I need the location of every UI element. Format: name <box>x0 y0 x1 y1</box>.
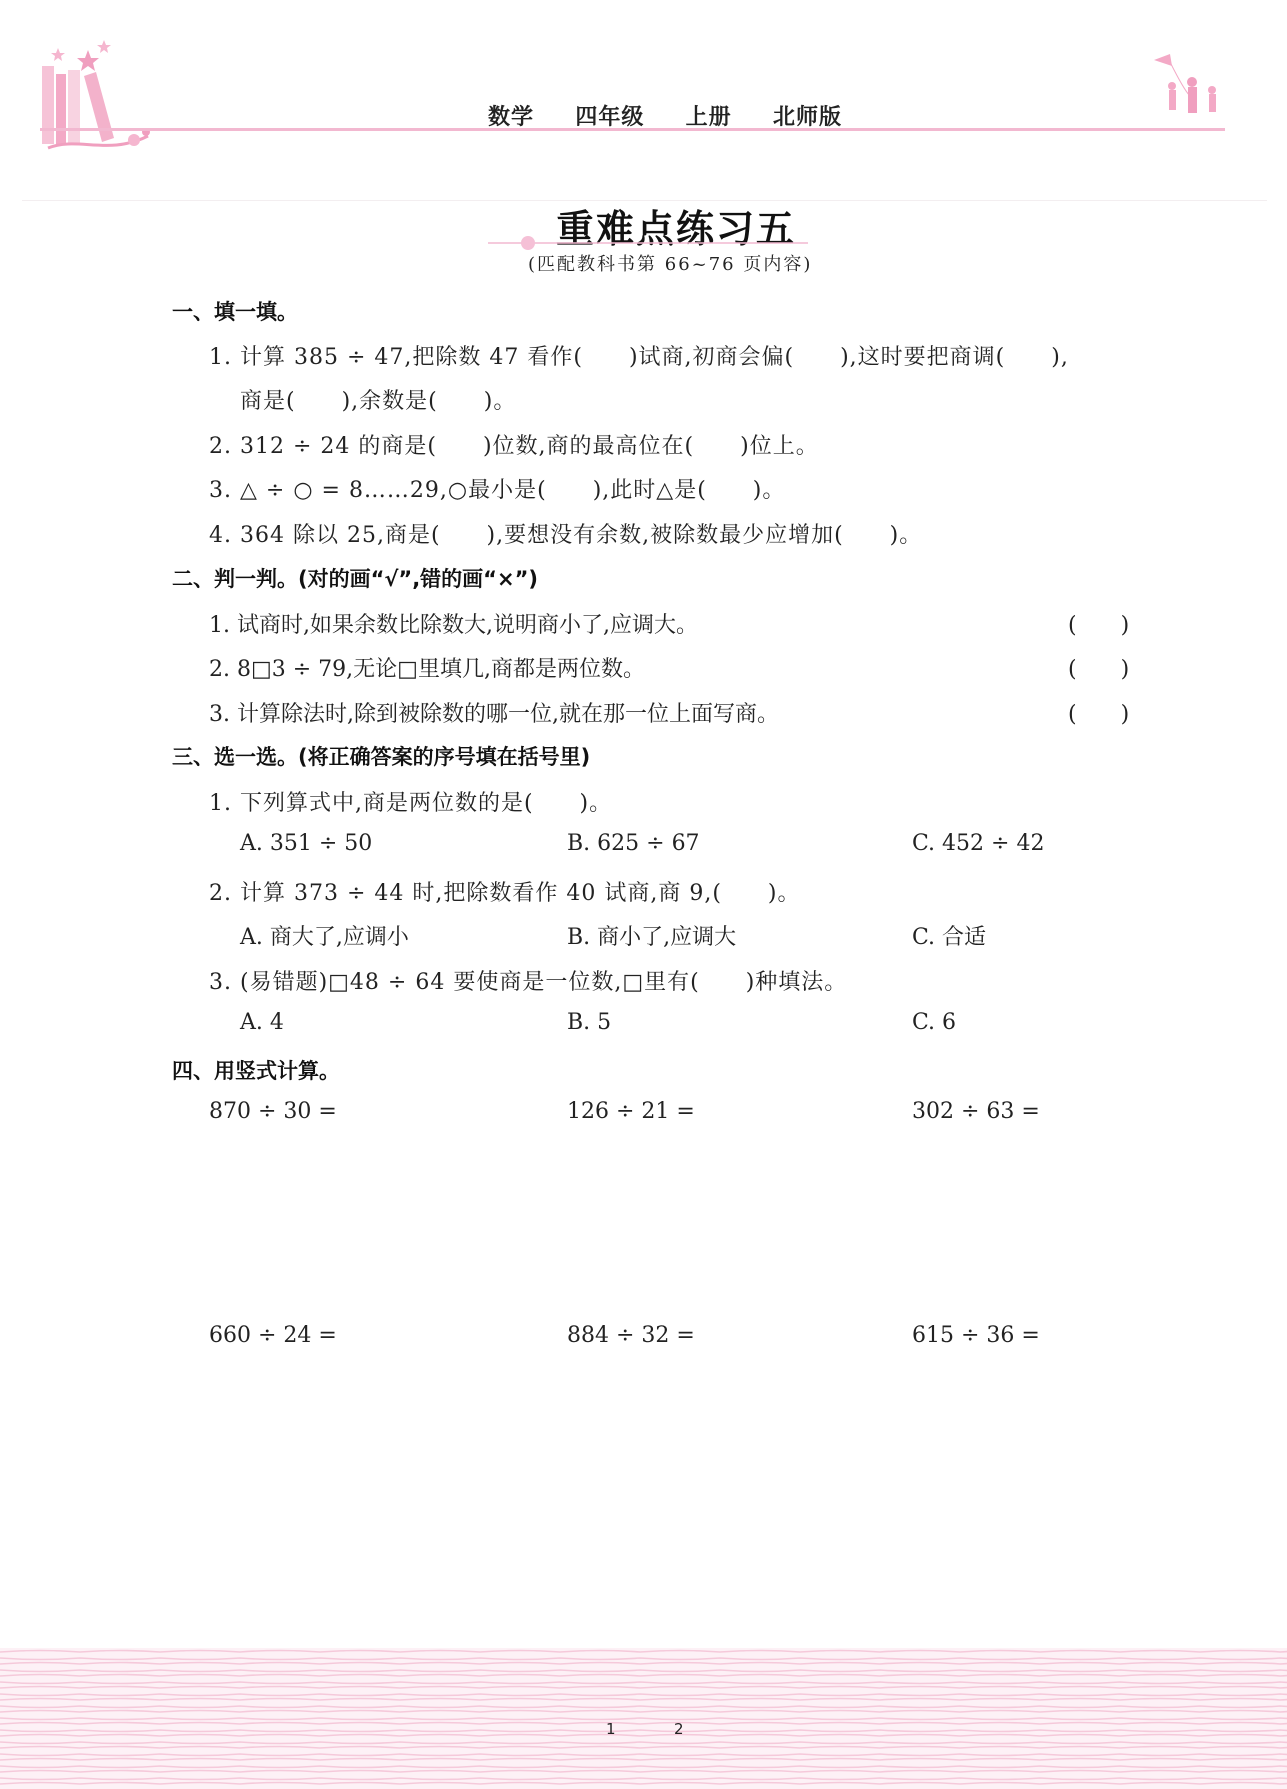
choice-2-option-b: B. 商小了,应调大 <box>567 925 737 950</box>
title-underline-decoration <box>488 236 808 250</box>
fill-question-1-line2: 商是( ),余数是( )。 <box>240 389 517 414</box>
judge-answer-blank-1: ( ) <box>1068 613 1130 638</box>
section-fill-heading: 一、填一填。 <box>172 300 298 324</box>
section-calc-heading: 四、用竖式计算。 <box>172 1059 340 1083</box>
page-number-right: 2 <box>674 1720 684 1738</box>
choice-2-option-c: C. 合适 <box>912 925 987 950</box>
footer-wave-band <box>0 1648 1287 1789</box>
choice-question-1: 1. 下列算式中,商是两位数的是( )。 <box>209 791 613 816</box>
fill-question-1-line1: 1. 计算 385 ÷ 47,把除数 47 看作( )试商,初商会偏( ),这时要把商调( ), <box>209 345 1069 370</box>
page-number-left: 1 <box>606 1720 616 1738</box>
section-judge-heading: 二、判一判。(对的画“√”,错的画“×”) <box>172 567 538 591</box>
choice-1-option-b: B. 625 ÷ 67 <box>567 831 700 856</box>
books-decoration-icon <box>38 36 158 156</box>
choice-1-option-a: A. 351 ÷ 50 <box>240 831 373 856</box>
choice-question-3: 3. (易错题)□48 ÷ 64 要使商是一位数,□里有( )种填法。 <box>209 970 848 995</box>
calc-problem-4: 660 ÷ 24 = <box>209 1323 337 1348</box>
calc-problem-6: 615 ÷ 36 = <box>912 1323 1040 1348</box>
calc-problem-3: 302 ÷ 63 = <box>912 1099 1040 1124</box>
calc-problem-5: 884 ÷ 32 = <box>567 1323 695 1348</box>
page-title: 重难点练习五 <box>556 206 797 251</box>
choice-3-option-c: C. 6 <box>912 1010 957 1035</box>
calc-problem-1: 870 ÷ 30 = <box>209 1099 337 1124</box>
judge-item-1: 1. 试商时,如果余数比除数大,说明商小了,应调大。 <box>209 613 698 638</box>
fill-question-2: 2. 312 ÷ 24 的商是( )位数,商的最高位在( )位上。 <box>209 434 819 459</box>
section-choice-heading: 三、选一选。(将正确答案的序号填在括号里) <box>172 745 591 769</box>
choice-1-option-c: C. 452 ÷ 42 <box>912 831 1045 856</box>
choice-question-2: 2. 计算 373 ÷ 44 时,把除数看作 40 试商,商 9,( )。 <box>209 881 801 906</box>
page-subtitle: (匹配教科书第 66~76 页内容) <box>528 254 813 275</box>
judge-answer-blank-2: ( ) <box>1068 657 1130 682</box>
judge-item-2: 2. 8□3 ÷ 79,无论□里填几,商都是两位数。 <box>209 657 645 682</box>
children-kite-icon <box>1150 52 1230 132</box>
fill-question-3: 3. △ ÷ ○ = 8……29,○最小是( ),此时△是( )。 <box>209 478 786 503</box>
judge-answer-blank-3: ( ) <box>1068 702 1130 727</box>
choice-3-option-b: B. 5 <box>567 1010 612 1035</box>
fill-question-4: 4. 364 除以 25,商是( ),要想没有余数,被除数最少应增加( )。 <box>209 523 923 548</box>
judge-item-3: 3. 计算除法时,除到被除数的哪一位,就在那一位上面写商。 <box>209 702 779 727</box>
choice-3-option-a: A. 4 <box>240 1010 284 1035</box>
book-title: 数学 四年级 上册 北师版 <box>488 104 842 130</box>
choice-2-option-a: A. 商大了,应调小 <box>240 925 409 950</box>
calc-problem-2: 126 ÷ 21 = <box>567 1099 695 1124</box>
